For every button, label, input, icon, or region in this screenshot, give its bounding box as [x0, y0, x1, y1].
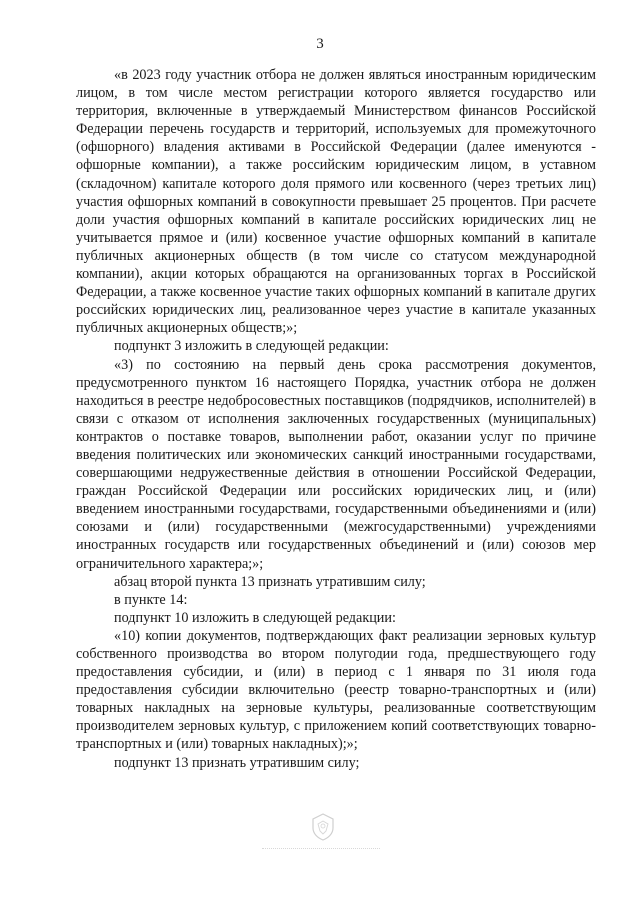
paragraph-subclause-10-intro: подпункт 10 изложить в следующей редакции: — [114, 609, 396, 626]
paragraph-subclause-3-intro: подпункт 3 изложить в следующей редакции: — [114, 338, 389, 355]
coat-of-arms-seal-icon — [309, 812, 337, 842]
paragraph-subclause-10-text: «10) копии документов, подтверждающих факт реализации зерновых культур собственного производства во втором полугодии года, предшествующего году предоставления субсидии, и (или) в период с 1 января по 31 июля года предоставления субсидии включительно (реестр товарно-транспортных и (или) товарных накладных на зерновые культуры, реализованные соответствующим производителем зерновых культур, с приложением копий соответствующих товарно-транспортных и (или) товарных накладных);»; — [76, 627, 596, 753]
paragraph-item-13-repeal: абзац второй пункта 13 признать утратившим силу; — [114, 573, 426, 590]
paragraph-offshore-clause: «в 2023 году участник отбора не должен являться иностранным юридическим лицом, в том числе местом регистрации которого является государство или территория, включенные в утверждаемый Министерством финансов Российской Федерации перечень государств и территорий, используемых для промежуточного (офшорного) владения активами в Российской Федерации (далее именуются - офшорные компании), а также российским юридическим лицом, в уставном (складочном) капитале которого доля прямого или косвенного (через третьих лиц) участия офшорных компаний в совокупности превышает 25 процентов. При расчете доли участия офшорных компаний в капитале российских юридических лиц не учитывается прямое и (или) косвенное участие офшорных компаний в капитале публичных акционерных обществ (в том числе со статусом международной компании), акции которых обращаются на организованных торгах в Российской Федерации, а также косвенное участие таких офшорных компаний в капитале других российских юридических лиц, реализованное через участие в капитале указанных публичных акционерных обществ;»; — [76, 67, 596, 337]
page-number: 3 — [316, 36, 324, 52]
document-body — [76, 66, 596, 772]
footer-faint-stamp — [262, 848, 380, 853]
paragraph-item-14-intro: в пункте 14: — [114, 591, 188, 608]
paragraph-subclause-3-text: «3) по состоянию на первый день срока рассмотрения документов, предусмотренного пунктом 16 настоящего Порядка, участник отбора не должен находиться в реестре недобросовестных поставщиков (подрядчиков, исполнителей) в связи с отказом от исполнения заключенных государственных (муниципальных) контрактов о поставке товаров, выполнении работ, оказании услуг по причине введения политических или экономических санкций иностранными государствами, совершающими недружественные действия в отношении Российской Федерации, граждан Российской Федерации или российских юридических лиц, и (или) введением иностранными государствами, государственными объединениями и (или) союзами и (или) государственными (межгосударственными) учреждениями иностранных государств или государственных объединений и (или) союзов мер ограничительного характера;»; — [76, 356, 596, 572]
paragraph-subclause-13-repeal: подпункт 13 признать утратившим силу; — [114, 754, 360, 771]
